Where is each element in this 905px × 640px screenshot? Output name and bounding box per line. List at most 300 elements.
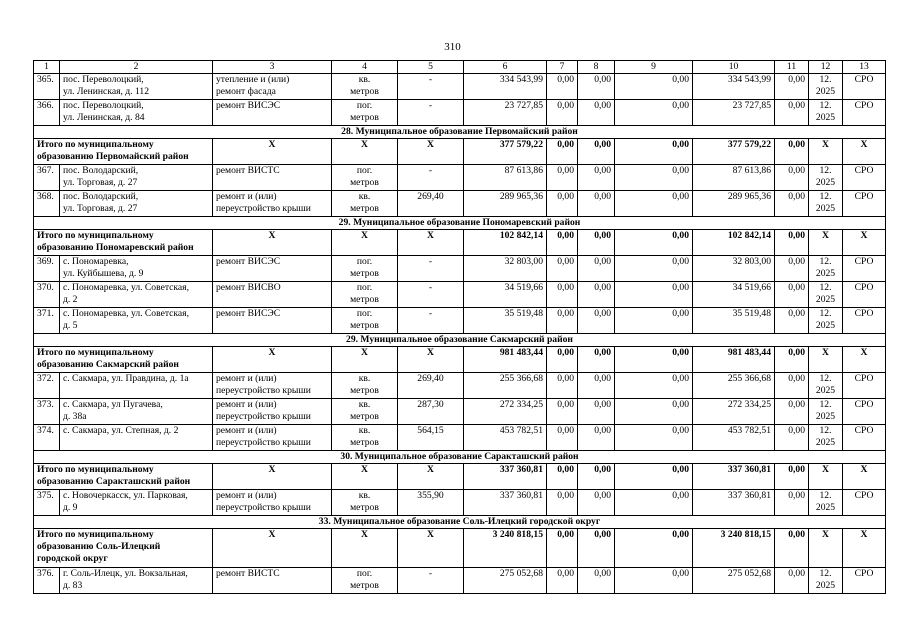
term-line: 12. bbox=[819, 568, 832, 579]
work-type bbox=[213, 308, 332, 334]
term bbox=[809, 256, 843, 282]
total-x: X bbox=[398, 230, 464, 256]
total-x: X bbox=[213, 230, 332, 256]
total-value: 0,00 bbox=[775, 230, 809, 256]
work-type bbox=[213, 256, 332, 282]
term bbox=[809, 282, 843, 308]
work-type-line: ремонт и (или) bbox=[216, 191, 277, 202]
row-number: 367. bbox=[34, 165, 60, 191]
value: 0,00 bbox=[615, 165, 693, 191]
cost: 334 543,99 bbox=[464, 74, 547, 100]
address-line: д. 38а bbox=[63, 411, 87, 422]
row-number: 366. bbox=[34, 100, 60, 126]
value: 0,00 bbox=[615, 425, 693, 451]
address-line: с. Сакмара, ул. Степная, д. 2 bbox=[63, 425, 179, 436]
unit bbox=[332, 399, 398, 425]
address bbox=[60, 308, 213, 334]
cost: 453 782,51 bbox=[464, 425, 547, 451]
value: 0,00 bbox=[615, 74, 693, 100]
table-row bbox=[34, 568, 886, 594]
value: 0,00 bbox=[615, 191, 693, 217]
unit-line: метров bbox=[350, 580, 379, 591]
value: 0,00 bbox=[615, 308, 693, 334]
address-line: с. Пономаревка, ул. Советская, bbox=[63, 308, 189, 319]
column-header: 5 bbox=[398, 61, 464, 74]
term-line: 12. bbox=[819, 282, 832, 293]
area: - bbox=[398, 282, 464, 308]
total-label-line: Итого по муниципальному bbox=[37, 529, 154, 540]
total-x: X bbox=[213, 347, 332, 373]
total-x: X bbox=[332, 347, 398, 373]
table-row bbox=[34, 191, 886, 217]
term bbox=[809, 490, 843, 516]
total-cost-sum: 377 579,22 bbox=[693, 139, 775, 165]
cost: 32 803,00 bbox=[464, 256, 547, 282]
total-x: X bbox=[809, 464, 843, 490]
cost-sum: 32 803,00 bbox=[693, 256, 775, 282]
page-number: 310 bbox=[444, 41, 461, 53]
row-number: 368. bbox=[34, 191, 60, 217]
area: - bbox=[398, 100, 464, 126]
source: СРО bbox=[843, 308, 886, 334]
source: СРО bbox=[843, 165, 886, 191]
term-line: 2025 bbox=[815, 294, 836, 305]
work-type bbox=[213, 490, 332, 516]
value: 0,00 bbox=[615, 100, 693, 126]
column-header: 13 bbox=[843, 61, 886, 74]
total-x: X bbox=[809, 529, 843, 568]
total-value: 0,00 bbox=[775, 139, 809, 165]
column-header: 2 bbox=[60, 61, 213, 74]
total-x: X bbox=[809, 347, 843, 373]
address-line: с. Новочеркасск, ул. Парковая, bbox=[63, 490, 188, 501]
value: 0,00 bbox=[578, 490, 615, 516]
address-line: пос. Переволоцкий, bbox=[63, 74, 144, 85]
address bbox=[60, 256, 213, 282]
register-table bbox=[33, 60, 886, 594]
cost: 289 965,36 bbox=[464, 191, 547, 217]
unit-line: метров bbox=[350, 268, 379, 279]
total-value: 0,00 bbox=[547, 347, 578, 373]
total-x: X bbox=[332, 464, 398, 490]
address-line: пос. Переволоцкий, bbox=[63, 100, 144, 111]
work-type bbox=[213, 165, 332, 191]
term-line: 2025 bbox=[815, 385, 836, 396]
source: СРО bbox=[843, 425, 886, 451]
unit-line: пог. bbox=[356, 282, 373, 293]
unit bbox=[332, 191, 398, 217]
column-header: 3 bbox=[213, 61, 332, 74]
table-row bbox=[34, 74, 886, 100]
total-label-line: образованию Сакмарский район bbox=[37, 359, 179, 370]
column-header: 10 bbox=[693, 61, 775, 74]
cost-sum: 337 360,81 bbox=[693, 490, 775, 516]
value: 0,00 bbox=[547, 373, 578, 399]
term bbox=[809, 568, 843, 594]
area: - bbox=[398, 256, 464, 282]
term-line: 12. bbox=[819, 74, 832, 85]
total-x: X bbox=[398, 347, 464, 373]
total-x: X bbox=[398, 139, 464, 165]
address bbox=[60, 568, 213, 594]
source: СРО bbox=[843, 399, 886, 425]
work-type-line: переустройство крыши bbox=[216, 411, 311, 422]
unit-line: кв. bbox=[358, 490, 371, 501]
value: 0,00 bbox=[578, 74, 615, 100]
value: 0,00 bbox=[615, 256, 693, 282]
total-x: X bbox=[213, 464, 332, 490]
cost-sum: 35 519,48 bbox=[693, 308, 775, 334]
value: 0,00 bbox=[547, 74, 578, 100]
work-type bbox=[213, 74, 332, 100]
term bbox=[809, 165, 843, 191]
source: СРО bbox=[843, 490, 886, 516]
unit bbox=[332, 568, 398, 594]
total-x: X bbox=[809, 230, 843, 256]
work-type-line: ремонт и (или) bbox=[216, 399, 277, 410]
address-line: д. 5 bbox=[63, 320, 78, 331]
row-number: 369. bbox=[34, 256, 60, 282]
term-line: 2025 bbox=[815, 86, 836, 97]
total-x: X bbox=[843, 347, 886, 373]
term-line: 12. bbox=[819, 100, 832, 111]
total-label-line: городской округ bbox=[37, 553, 108, 564]
total-value: 0,00 bbox=[615, 464, 693, 490]
total-label-line: Итого по муниципальному bbox=[37, 230, 154, 241]
unit-line: пог. bbox=[356, 100, 373, 111]
cost-sum: 275 052,68 bbox=[693, 568, 775, 594]
value: 0,00 bbox=[578, 399, 615, 425]
total-label-line: образованию Саракташский район bbox=[37, 476, 191, 487]
row-number: 375. bbox=[34, 490, 60, 516]
table-row bbox=[34, 425, 886, 451]
address bbox=[60, 490, 213, 516]
value: 0,00 bbox=[578, 100, 615, 126]
unit-line: метров bbox=[350, 437, 379, 448]
unit-line: кв. bbox=[358, 399, 371, 410]
total-label bbox=[34, 529, 213, 568]
cost-sum: 289 965,36 bbox=[693, 191, 775, 217]
value: 0,00 bbox=[615, 490, 693, 516]
address bbox=[60, 373, 213, 399]
address-line: д. 2 bbox=[63, 294, 78, 305]
address-line: д. 9 bbox=[63, 502, 78, 513]
total-cost: 102 842,14 bbox=[464, 230, 547, 256]
work-type bbox=[213, 282, 332, 308]
unit-line: метров bbox=[350, 177, 379, 188]
total-label bbox=[34, 139, 213, 165]
term bbox=[809, 100, 843, 126]
term-line: 2025 bbox=[815, 580, 836, 591]
table-row bbox=[34, 256, 886, 282]
total-x: X bbox=[843, 230, 886, 256]
table-row bbox=[34, 399, 886, 425]
value: 0,00 bbox=[775, 256, 809, 282]
unit bbox=[332, 165, 398, 191]
address-line: с. Сакмара, ул. Правдина, д. 1а bbox=[63, 373, 189, 384]
value: 0,00 bbox=[547, 308, 578, 334]
work-type bbox=[213, 425, 332, 451]
unit bbox=[332, 74, 398, 100]
address-line: с. Пономаревка, bbox=[63, 256, 129, 267]
cost: 35 519,48 bbox=[464, 308, 547, 334]
term-line: 12. bbox=[819, 490, 832, 501]
cost: 337 360,81 bbox=[464, 490, 547, 516]
area: - bbox=[398, 568, 464, 594]
work-type bbox=[213, 568, 332, 594]
unit-line: пог. bbox=[356, 165, 373, 176]
value: 0,00 bbox=[578, 568, 615, 594]
total-label-line: Итого по муниципальному bbox=[37, 347, 154, 358]
table-row bbox=[34, 165, 886, 191]
value: 0,00 bbox=[547, 100, 578, 126]
section-row bbox=[34, 451, 886, 464]
cost-sum: 23 727,85 bbox=[693, 100, 775, 126]
unit-line: метров bbox=[350, 502, 379, 513]
term-line: 12. bbox=[819, 256, 832, 267]
total-label bbox=[34, 464, 213, 490]
term-line: 12. bbox=[819, 191, 832, 202]
total-x: X bbox=[332, 139, 398, 165]
unit bbox=[332, 100, 398, 126]
area: 269,40 bbox=[398, 191, 464, 217]
work-type-line: переустройство крыши bbox=[216, 437, 311, 448]
column-header: 1 bbox=[34, 61, 60, 74]
cost: 275 052,68 bbox=[464, 568, 547, 594]
value: 0,00 bbox=[775, 399, 809, 425]
unit bbox=[332, 282, 398, 308]
work-type-line: ремонт ВИСТС bbox=[216, 165, 280, 176]
term bbox=[809, 74, 843, 100]
unit-line: метров bbox=[350, 112, 379, 123]
unit bbox=[332, 490, 398, 516]
total-cost: 981 483,44 bbox=[464, 347, 547, 373]
total-value: 0,00 bbox=[578, 139, 615, 165]
total-row bbox=[34, 347, 886, 373]
total-x: X bbox=[843, 464, 886, 490]
total-value: 0,00 bbox=[615, 139, 693, 165]
total-row bbox=[34, 230, 886, 256]
term-line: 12. bbox=[819, 373, 832, 384]
total-value: 0,00 bbox=[547, 230, 578, 256]
value: 0,00 bbox=[578, 373, 615, 399]
total-cost-sum: 337 360,81 bbox=[693, 464, 775, 490]
area: 564,15 bbox=[398, 425, 464, 451]
term-line: 12. bbox=[819, 425, 832, 436]
address-line: ул. Ленинская, д. 84 bbox=[63, 112, 145, 123]
value: 0,00 bbox=[615, 282, 693, 308]
row-number: 371. bbox=[34, 308, 60, 334]
address-line: с. Сакмара, ул Пугачева, bbox=[63, 399, 163, 410]
cost-sum: 87 613,86 bbox=[693, 165, 775, 191]
work-type-line: ремонт и (или) bbox=[216, 373, 277, 384]
value: 0,00 bbox=[775, 74, 809, 100]
cost-sum: 255 366,68 bbox=[693, 373, 775, 399]
work-type-line: переустройство крыши bbox=[216, 502, 311, 513]
section-title: 30. Муниципальное образование Саракташский район bbox=[34, 451, 886, 464]
unit-line: кв. bbox=[358, 191, 371, 202]
address bbox=[60, 100, 213, 126]
value: 0,00 bbox=[775, 100, 809, 126]
column-header: 8 bbox=[578, 61, 615, 74]
total-label bbox=[34, 230, 213, 256]
work-type-line: ремонт фасада bbox=[216, 86, 276, 97]
term-line: 12. bbox=[819, 165, 832, 176]
row-number: 373. bbox=[34, 399, 60, 425]
source: СРО bbox=[843, 191, 886, 217]
total-x: X bbox=[809, 139, 843, 165]
term bbox=[809, 399, 843, 425]
total-value: 0,00 bbox=[775, 529, 809, 568]
column-header: 11 bbox=[775, 61, 809, 74]
row-number: 372. bbox=[34, 373, 60, 399]
total-label-line: образованию Пономаревский район bbox=[37, 242, 194, 253]
row-number: 370. bbox=[34, 282, 60, 308]
address bbox=[60, 399, 213, 425]
value: 0,00 bbox=[578, 308, 615, 334]
column-header: 12 bbox=[809, 61, 843, 74]
total-label-line: Итого по муниципальному bbox=[37, 464, 154, 475]
section-row bbox=[34, 126, 886, 139]
cost-sum: 453 782,51 bbox=[693, 425, 775, 451]
term bbox=[809, 425, 843, 451]
value: 0,00 bbox=[547, 165, 578, 191]
cost: 87 613,86 bbox=[464, 165, 547, 191]
total-value: 0,00 bbox=[547, 529, 578, 568]
value: 0,00 bbox=[547, 568, 578, 594]
address-line: ул. Ленинская, д. 112 bbox=[63, 86, 150, 97]
total-label-line: образованию Первомайский район bbox=[37, 151, 189, 162]
unit bbox=[332, 425, 398, 451]
row-number: 374. bbox=[34, 425, 60, 451]
work-type-line: ремонт и (или) bbox=[216, 490, 277, 501]
term bbox=[809, 191, 843, 217]
total-label-line: образованию Соль-Илецкий bbox=[37, 541, 161, 552]
total-x: X bbox=[213, 529, 332, 568]
total-x: X bbox=[332, 230, 398, 256]
term-line: 2025 bbox=[815, 177, 836, 188]
cost-sum: 334 543,99 bbox=[693, 74, 775, 100]
term-line: 2025 bbox=[815, 203, 836, 214]
total-value: 0,00 bbox=[775, 347, 809, 373]
work-type-line: ремонт ВИСЭС bbox=[216, 256, 281, 267]
section-row bbox=[34, 334, 886, 347]
address-line: ул. Куйбышева, д. 9 bbox=[63, 268, 144, 279]
value: 0,00 bbox=[775, 425, 809, 451]
total-row bbox=[34, 139, 886, 165]
section-title: 29. Муниципальное образование Сакмарский район bbox=[34, 334, 886, 347]
source: СРО bbox=[843, 568, 886, 594]
unit-line: метров bbox=[350, 86, 379, 97]
unit bbox=[332, 373, 398, 399]
work-type-line: ремонт ВИСТС bbox=[216, 568, 280, 579]
unit-line: кв. bbox=[358, 74, 371, 85]
term-line: 2025 bbox=[815, 112, 836, 123]
value: 0,00 bbox=[775, 165, 809, 191]
unit-line: кв. bbox=[358, 373, 371, 384]
work-type bbox=[213, 373, 332, 399]
address-line: с. Пономаревка, ул. Советская, bbox=[63, 282, 189, 293]
value: 0,00 bbox=[547, 425, 578, 451]
term bbox=[809, 373, 843, 399]
value: 0,00 bbox=[547, 282, 578, 308]
total-label-line: Итого по муниципальному bbox=[37, 139, 154, 150]
total-x: X bbox=[398, 529, 464, 568]
total-value: 0,00 bbox=[615, 347, 693, 373]
cost: 23 727,85 bbox=[464, 100, 547, 126]
work-type bbox=[213, 100, 332, 126]
value: 0,00 bbox=[578, 191, 615, 217]
total-x: X bbox=[843, 529, 886, 568]
area: 269,40 bbox=[398, 373, 464, 399]
value: 0,00 bbox=[775, 191, 809, 217]
column-header: 6 bbox=[464, 61, 547, 74]
unit-line: пог. bbox=[356, 256, 373, 267]
value: 0,00 bbox=[578, 165, 615, 191]
work-type-line: переустройство крыши bbox=[216, 385, 311, 396]
section-title: 33. Муниципальное образование Соль-Илецкий городской округ bbox=[34, 516, 886, 529]
section-row bbox=[34, 217, 886, 230]
work-type-line: утепление и (или) bbox=[216, 74, 290, 85]
total-value: 0,00 bbox=[578, 230, 615, 256]
cost: 34 519,66 bbox=[464, 282, 547, 308]
table-row bbox=[34, 308, 886, 334]
section-title: 28. Муниципальное образование Первомайский район bbox=[34, 126, 886, 139]
total-row bbox=[34, 529, 886, 568]
work-type-line: переустройство крыши bbox=[216, 203, 311, 214]
cost-sum: 34 519,66 bbox=[693, 282, 775, 308]
address-line: ул. Торговая, д. 27 bbox=[63, 203, 138, 214]
table-row bbox=[34, 100, 886, 126]
table-row bbox=[34, 373, 886, 399]
value: 0,00 bbox=[547, 256, 578, 282]
value: 0,00 bbox=[615, 399, 693, 425]
total-value: 0,00 bbox=[775, 464, 809, 490]
address-line: пос. Володарский, bbox=[63, 165, 139, 176]
work-type bbox=[213, 191, 332, 217]
term-line: 2025 bbox=[815, 320, 836, 331]
column-header: 7 bbox=[547, 61, 578, 74]
term-line: 2025 bbox=[815, 411, 836, 422]
term-line: 2025 bbox=[815, 437, 836, 448]
work-type-line: ремонт и (или) bbox=[216, 425, 277, 436]
value: 0,00 bbox=[775, 308, 809, 334]
term-line: 2025 bbox=[815, 268, 836, 279]
area: - bbox=[398, 165, 464, 191]
total-x: X bbox=[398, 464, 464, 490]
unit-line: метров bbox=[350, 411, 379, 422]
total-cost-sum: 3 240 818,15 bbox=[693, 529, 775, 568]
source: СРО bbox=[843, 373, 886, 399]
source: СРО bbox=[843, 74, 886, 100]
total-cost-sum: 981 483,44 bbox=[693, 347, 775, 373]
unit bbox=[332, 256, 398, 282]
term bbox=[809, 308, 843, 334]
value: 0,00 bbox=[547, 399, 578, 425]
total-value: 0,00 bbox=[615, 529, 693, 568]
address bbox=[60, 425, 213, 451]
cost-sum: 272 334,25 bbox=[693, 399, 775, 425]
unit-line: метров bbox=[350, 385, 379, 396]
header-row bbox=[34, 61, 886, 74]
address bbox=[60, 191, 213, 217]
unit-line: метров bbox=[350, 294, 379, 305]
work-type-line: ремонт ВИСЭС bbox=[216, 100, 281, 111]
row-number: 365. bbox=[34, 74, 60, 100]
value: 0,00 bbox=[578, 256, 615, 282]
total-label bbox=[34, 347, 213, 373]
total-value: 0,00 bbox=[547, 139, 578, 165]
